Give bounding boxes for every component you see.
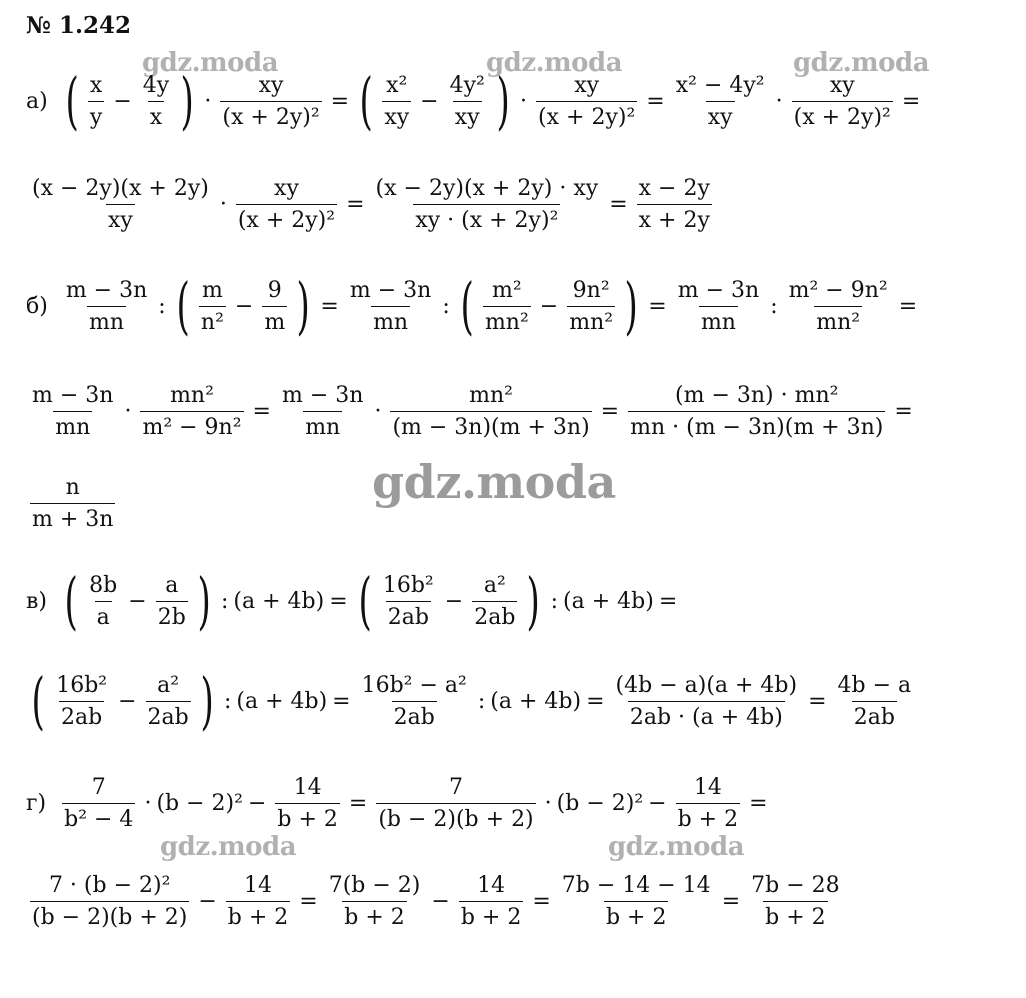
fraction: $\frac{m - 3n}{mn}$ bbox=[65, 277, 148, 335]
watermark: gdz.moda bbox=[142, 48, 279, 78]
fraction: $\frac{7b - 28}{b + 2}$ bbox=[751, 873, 840, 930]
fraction: $\frac{m - 3n}{mn}$ bbox=[281, 383, 364, 440]
fraction: $\frac{4y}{x}$ bbox=[142, 72, 170, 130]
fraction: $\frac{7b - 14 - 14}{b + 2}$ bbox=[561, 873, 711, 930]
part-g-line-2: $\frac{\text{7 · (b − 2)²}}{(b - 2)(b + 2)}$ − $\frac{14}{b + 2}$ = $\frac{7(b - 2)}{b + 2}$ − $\frac{14}{b + 2}$ = $\frac{7b - 14 - 14}{b + 2}$ = $\frac{7b - 28}{b + 2}$ bbox=[32, 873, 840, 930]
expression: (a + 4b) bbox=[563, 588, 654, 614]
problem-number: № 1.242 bbox=[26, 12, 132, 39]
parenthesis-group: ( $\frac{m}{\text{n²}}$ − $\frac{9}{m}$ ) bbox=[176, 269, 310, 342]
fraction: $\frac{14}{b + 2}$ bbox=[460, 873, 522, 930]
fraction: $\frac{m - 3n}{mn}$ bbox=[349, 277, 432, 335]
fraction: $\frac{\text{x²}}{xy}$ bbox=[384, 72, 410, 130]
parenthesis-group: ( $\frac{x}{y}$ − $\frac{4y}{x}$ ) bbox=[65, 64, 194, 137]
part-label: г) bbox=[26, 791, 47, 816]
expression: (a + 4b) bbox=[236, 688, 328, 714]
fraction: $\frac{xy}{\text{(x + 2y)²}}$ bbox=[538, 72, 636, 130]
expression: (b − 2)² bbox=[156, 791, 243, 816]
fraction: $\frac{m - 3n}{mn}$ bbox=[677, 277, 760, 335]
fraction: $\frac{4b - a}{2ab}$ bbox=[837, 672, 912, 730]
fraction: $\frac{x}{y}$ bbox=[89, 72, 103, 130]
expression: (a + 4b) bbox=[490, 688, 582, 714]
fraction: $\frac{xy}{\text{(x + 2y)²}}$ bbox=[222, 72, 320, 130]
fraction: $\frac{\text{16b²}}{2ab}$ bbox=[56, 672, 108, 730]
fraction: $\frac{(x - 2y)(x + 2y)}{xy}$ bbox=[32, 176, 209, 233]
parenthesis-group: ( $\frac{\text{m²}}{\text{mn²}}$ − $\frac{\text{9n²}}{\text{mn²}}$ ) bbox=[460, 269, 638, 342]
watermark: gdz.moda bbox=[486, 48, 623, 78]
fraction: $\frac{a}{2b}$ bbox=[157, 572, 186, 630]
fraction: $\frac{9}{m}$ bbox=[264, 277, 286, 335]
fraction: $\frac{m}{\text{n²}}$ bbox=[200, 277, 224, 335]
fraction: $\frac{7}{\text{b² − 4}}$ bbox=[64, 775, 134, 832]
parenthesis-group: ( $\frac{\text{x²}}{xy}$ − $\frac{\text{4y²}}{xy}$ ) bbox=[359, 64, 510, 137]
fraction: $\frac{14}{b + 2}$ bbox=[277, 775, 338, 832]
part-a-line-2: $\frac{(x - 2y)(x + 2y)}{xy}$ · $\frac{xy}{\text{(x + 2y)²}}$ = $\frac{(x - 2y)(x + 2y) \cdot xy}{\text{xy · (x + 2y)²}}$ = $\frac{x - 2y}{x + 2y}$ bbox=[32, 176, 710, 233]
fraction: $\frac{\text{a²}}{2ab}$ bbox=[474, 572, 516, 630]
fraction: $\frac{\text{16b²}}{2ab}$ bbox=[382, 572, 434, 630]
parenthesis-group: ( $\frac{\text{16b²}}{2ab}$ − $\frac{\text{a²}}{2ab}$ ) bbox=[31, 664, 214, 737]
fraction: $\frac{\text{mn²}}{(m - 3n)(m + 3n)}$ bbox=[392, 383, 590, 440]
fraction: $\frac{7(b - 2)}{b + 2}$ bbox=[328, 873, 421, 930]
watermark: gdz.moda bbox=[372, 455, 616, 509]
watermark: gdz.moda bbox=[608, 832, 745, 862]
part-label: б) bbox=[26, 293, 48, 319]
fraction: $\frac{14}{b + 2}$ bbox=[677, 775, 739, 832]
fraction: $\frac{(x - 2y)(x + 2y) \cdot xy}{\text{xy · (x + 2y)²}}$ bbox=[375, 176, 599, 233]
fraction: $\frac{n}{m + 3n}$ bbox=[32, 475, 114, 532]
fraction: $\frac{x - 2y}{x + 2y}$ bbox=[638, 176, 710, 233]
fraction: $\frac{\text{mn²}}{\text{m² − 9n²}}$ bbox=[142, 383, 242, 440]
fraction: $\frac{xy}{\text{(x + 2y)²}}$ bbox=[793, 72, 891, 130]
fraction: $\frac{\text{m²}}{\text{mn²}}$ bbox=[484, 277, 529, 335]
fraction: $\frac{m - 3n}{mn}$ bbox=[32, 383, 114, 440]
part-b-line-1: б) $\frac{m - 3n}{mn}$ : ( $\frac{m}{\text{n²}}$ − $\frac{9}{m}$ ) = $\frac{m - 3n}{mn}$ : ( $\frac{\text{m²}}{\text{mn²}}$ − $\frac{\text{9n²}}{\text{mn²}}$ ) = $\frac{m - 3n}{mn}$ : $\frac{\text{m² − 9n²}}{\text{mn²}}$ = bbox=[26, 269, 918, 342]
fraction: $\frac{\text{16b² − a²}}{2ab}$ bbox=[361, 672, 467, 730]
fraction: $\frac{\text{a²}}{2ab}$ bbox=[147, 672, 189, 730]
fraction: $\frac{\text{9n²}}{\text{mn²}}$ bbox=[569, 277, 614, 335]
watermark: gdz.moda bbox=[793, 48, 930, 78]
fraction: $\frac{\text{m² − 9n²}}{\text{mn²}}$ bbox=[788, 277, 888, 335]
fraction: $\frac{\text{4y²}}{xy}$ bbox=[449, 72, 485, 130]
fraction: $\frac{xy}{\text{(x + 2y)²}}$ bbox=[237, 176, 336, 233]
fraction: $\frac{(4b - a)(a + 4b)}{2ab \cdot (a + 4b)}$ bbox=[615, 672, 798, 730]
part-b-line-3 bbox=[26, 475, 119, 532]
fraction: $\frac{14}{b + 2}$ bbox=[227, 873, 289, 930]
part-v-line-1: в) ( $\frac{8b}{a}$ − $\frac{a}{2b}$ ) : (a + 4b) = ( $\frac{\text{16b²}}{2ab}$ − $\frac{\text{a²}}{2ab}$ ) : (a + 4b) = bbox=[26, 564, 678, 637]
expression: (b − 2)² bbox=[556, 791, 644, 816]
expression: (a + 4b) bbox=[233, 588, 325, 614]
fraction: $\frac{\text{x² − 4y²}}{xy}$ bbox=[675, 72, 765, 130]
fraction: $\frac{7}{(b - 2)(b + 2)}$ bbox=[378, 775, 534, 832]
part-label: а) bbox=[26, 88, 48, 114]
fraction: $\frac{\text{(m − 3n) · mn²}}{mn \cdot (m - 3n)(m + 3n)}$ bbox=[630, 383, 884, 440]
part-label: в) bbox=[26, 588, 47, 614]
fraction: $\frac{\text{7 · (b − 2)²}}{(b - 2)(b + 2)}$ bbox=[32, 873, 188, 930]
parenthesis-group: ( $\frac{8b}{a}$ − $\frac{a}{2b}$ ) bbox=[64, 564, 211, 637]
part-g-line-1: г) $\frac{7}{\text{b² − 4}}$ · (b − 2)² − $\frac{14}{b + 2}$ = $\frac{7}{(b - 2)(b + 2)}$ · (b − 2)² − $\frac{14}{b + 2}$ = bbox=[26, 775, 768, 832]
fraction: $\frac{8b}{a}$ bbox=[89, 572, 118, 630]
part-a-line-1: а) ( $\frac{x}{y}$ − $\frac{4y}{x}$ ) · $\frac{xy}{\text{(x + 2y)²}}$ = ( $\frac{\text{x²}}{xy}$ − $\frac{\text{4y²}}{xy}$ ) · $\frac{xy}{\text{(x + 2y)²}}$ = $\frac{\text{x² − 4y²}}{xy}$ · $\frac{xy}{\text{(x + 2y)²}}$ = bbox=[26, 64, 921, 137]
part-b-line-2: $\frac{m - 3n}{mn}$ · $\frac{\text{mn²}}{\text{m² − 9n²}}$ = $\frac{m - 3n}{mn}$ · $\frac{\text{mn²}}{(m - 3n)(m + 3n)}$ = $\frac{\text{(m − 3n) · mn²}}{mn \cdot (m - 3n)(m + 3n)}$ = bbox=[32, 383, 913, 440]
watermark: gdz.moda bbox=[160, 832, 297, 862]
part-v-line-2: ( $\frac{\text{16b²}}{2ab}$ − $\frac{\text{a²}}{2ab}$ ) : (a + 4b) = $\frac{\text{16b² − a²}}{2ab}$ : (a + 4b) = $\frac{(4b - a)(a + 4b)}{2ab \cdot (a + 4b)}$ = $\frac{4b - a}{2ab}$ bbox=[26, 670, 917, 732]
parenthesis-group: ( $\frac{\text{16b²}}{2ab}$ − $\frac{\text{a²}}{2ab}$ ) bbox=[358, 564, 541, 637]
